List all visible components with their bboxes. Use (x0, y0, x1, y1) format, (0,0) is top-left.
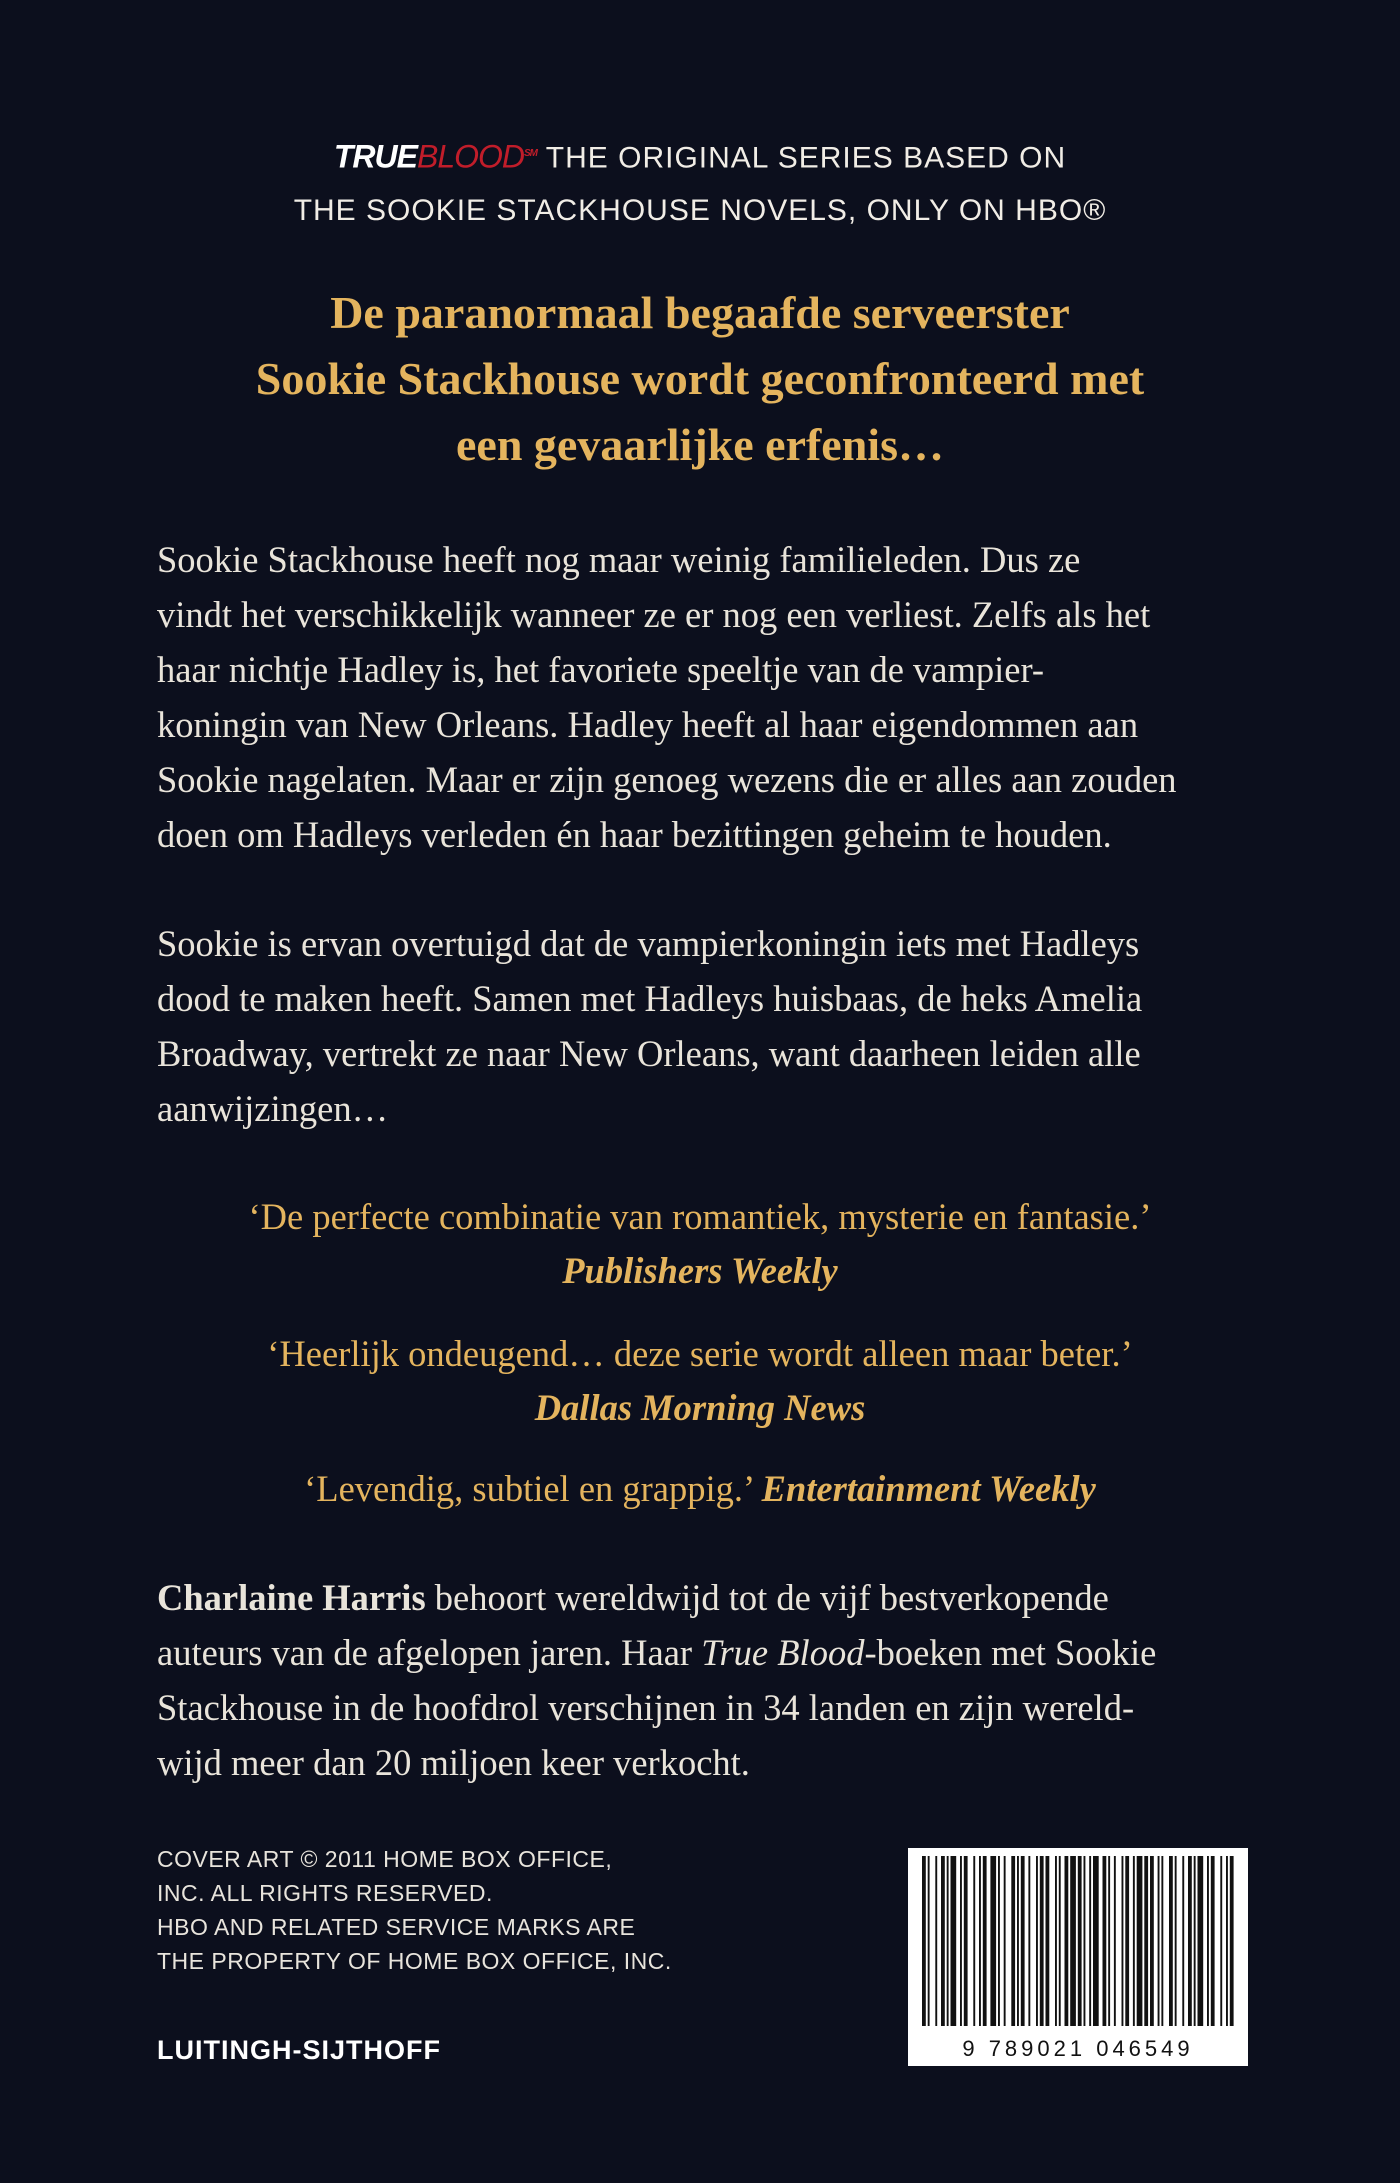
true-blood-logo: TRUEBLOOD℠ (333, 138, 537, 175)
barcode-bar (1194, 1856, 1196, 2026)
synopsis-line: koningin van New Orleans. Hadley heeft al haar eigendommen aan (157, 704, 1139, 745)
legal-line: HBO AND RELATED SERVICE MARKS ARE (157, 1914, 636, 1940)
quote-text: ‘Heerlijk ondeugend… deze serie wordt alleen maar beter.’ (267, 1333, 1133, 1374)
barcode-bar (1182, 1856, 1184, 2026)
author-bio-text: auteurs van de afgelopen jaren. Haar (157, 1632, 702, 1673)
barcode-bar (1144, 1856, 1148, 2026)
barcode-digits: 9 789021 046549 (962, 2036, 1194, 2061)
barcode-bar (1011, 1856, 1015, 2026)
barcode-bars (908, 1848, 1248, 2066)
headline-line: Sookie Stackhouse wordt geconfronteerd met (255, 353, 1145, 404)
barcode-bar (1150, 1856, 1154, 2026)
synopsis-paragraph-2 (157, 916, 1247, 1136)
barcode-bar (951, 1856, 957, 2026)
barcode-bar (1211, 1856, 1215, 2026)
barcode-bar (1093, 1856, 1099, 2026)
barcode-bar (1078, 1856, 1082, 2026)
tagline-text-2: THE SOOKIE STACKHOUSE NOVELS, ONLY ON HBO® (293, 193, 1107, 227)
headline-line: een gevaarlijke erfenis… (456, 419, 944, 470)
barcode-bar (998, 1856, 1000, 2026)
barcode-bar (1169, 1856, 1173, 2026)
barcode-bar (1028, 1856, 1030, 2026)
barcode-bar (979, 1856, 981, 2026)
barcode-bar (1021, 1856, 1025, 2026)
barcode-bar (1161, 1856, 1163, 2026)
headline-line: De paranormaal begaafde serveerster (330, 287, 1070, 338)
barcode-bar (1036, 1856, 1038, 2026)
barcode-bar (1122, 1856, 1124, 2026)
barcode-bar (1188, 1856, 1192, 2026)
synopsis-line: dood te maken heeft. Samen met Hadleys huisbaas, de heks Amelia (157, 978, 1143, 1019)
barcode-bar (1125, 1856, 1129, 2026)
barcode-bar (1065, 1856, 1069, 2026)
barcode-bar (1226, 1856, 1228, 2026)
barcode-bar (941, 1856, 945, 2026)
barcode-bar (947, 1856, 949, 2026)
synopsis-line: haar nichtje Hadley is, het favoriete speeltje van de vampier- (157, 649, 1045, 690)
barcode-bar (1046, 1856, 1050, 2026)
barcode-bar (1070, 1856, 1076, 2026)
tagline-text-1: THE ORIGINAL SERIES BASED ON (545, 141, 1067, 175)
barcode-bar (1004, 1856, 1006, 2026)
barcode-bar (1103, 1856, 1107, 2026)
barcode-bar (1220, 1856, 1222, 2026)
barcode-bar (990, 1856, 996, 2026)
review-quote-2 (0, 1327, 1400, 1435)
barcode-bar (964, 1856, 968, 2026)
legal-line: COVER ART © 2011 HOME BOX OFFICE, (157, 1846, 613, 1872)
synopsis-line: Sookie Stackhouse heeft nog maar weinig familieleden. Dus ze (157, 539, 1081, 580)
synopsis-line: vindt het verschikkelijk wanneer ze er nog een verliest. Zelfs als het (157, 594, 1151, 635)
synopsis-line: Broadway, vertrekt ze naar New Orleans, want daarheen leiden alle (157, 1033, 1141, 1074)
publisher-logo: LUITINGH-SIJTHOFF (157, 2035, 441, 2065)
headline (0, 280, 1400, 478)
synopsis-line: doen om Hadleys verleden én haar bezittingen geheim te houden. (157, 814, 1112, 855)
tagline-line-1 (0, 128, 1400, 185)
synopsis-line: Sookie is ervan overtuigd dat de vampierkoningin iets met Hadleys (157, 923, 1140, 964)
series-title: True Blood (701, 1632, 865, 1673)
barcode-bar (1089, 1856, 1091, 2026)
barcode-bar (1198, 1856, 1204, 2026)
series-tagline (0, 128, 1400, 237)
author-name: Charlaine Harris (157, 1577, 426, 1618)
quote-source: Dallas Morning News (534, 1387, 866, 1428)
barcode-bar (983, 1856, 987, 2026)
quote-source: Publishers Weekly (562, 1250, 838, 1291)
barcode-bar (1040, 1856, 1044, 2026)
synopsis-line: Sookie nagelaten. Maar er zijn genoeg wezens die er alles aan zouden (157, 759, 1177, 800)
review-quote-1 (0, 1190, 1400, 1298)
barcode-bar (1059, 1856, 1061, 2026)
author-bio-text: -boeken met Sookie (864, 1632, 1157, 1673)
barcode-bar (1230, 1856, 1234, 2026)
barcode-bar (1017, 1856, 1019, 2026)
barcode-bar (960, 1856, 962, 2026)
review-quote-3 (0, 1462, 1400, 1516)
quote-source: Entertainment Weekly (761, 1468, 1096, 1509)
author-bio-text: behoort wereldwijd tot de vijf bestverkopende (425, 1577, 1109, 1618)
synopsis-paragraph-1 (157, 532, 1247, 862)
author-bio-text: Stackhouse in de hoofdrol verschijnen in 34 landen en zijn wereld- (157, 1687, 1135, 1728)
barcode-bar (973, 1856, 975, 2026)
barcode-bar (1133, 1856, 1135, 2026)
legal-notice (157, 1842, 672, 1978)
author-bio (157, 1570, 1247, 1790)
barcode-bar (1084, 1856, 1086, 2026)
barcode-bar (1137, 1856, 1143, 2026)
synopsis-line: aanwijzingen… (157, 1088, 389, 1129)
barcode-bar (1114, 1856, 1116, 2026)
barcode-bar (928, 1856, 930, 2026)
barcode-bar (1108, 1856, 1110, 2026)
barcode-bar (1055, 1856, 1057, 2026)
legal-line: THE PROPERTY OF HOME BOX OFFICE, INC. (157, 1948, 672, 1974)
barcode-bar (935, 1856, 937, 2026)
isbn-barcode (908, 1848, 1248, 2066)
barcode-bar (1207, 1856, 1209, 2026)
barcode-bar (922, 1856, 926, 2026)
author-bio-text: wijd meer dan 20 miljoen keer verkocht. (157, 1742, 750, 1783)
barcode-bar (1158, 1856, 1160, 2026)
legal-line: INC. ALL RIGHTS RESERVED. (157, 1880, 493, 1906)
quote-text: ‘De perfecte combinatie van romantiek, mysterie en fantasie.’ (248, 1196, 1152, 1237)
quote-text: ‘Levendig, subtiel en grappig.’ (304, 1468, 753, 1509)
barcode-bar (1175, 1856, 1177, 2026)
